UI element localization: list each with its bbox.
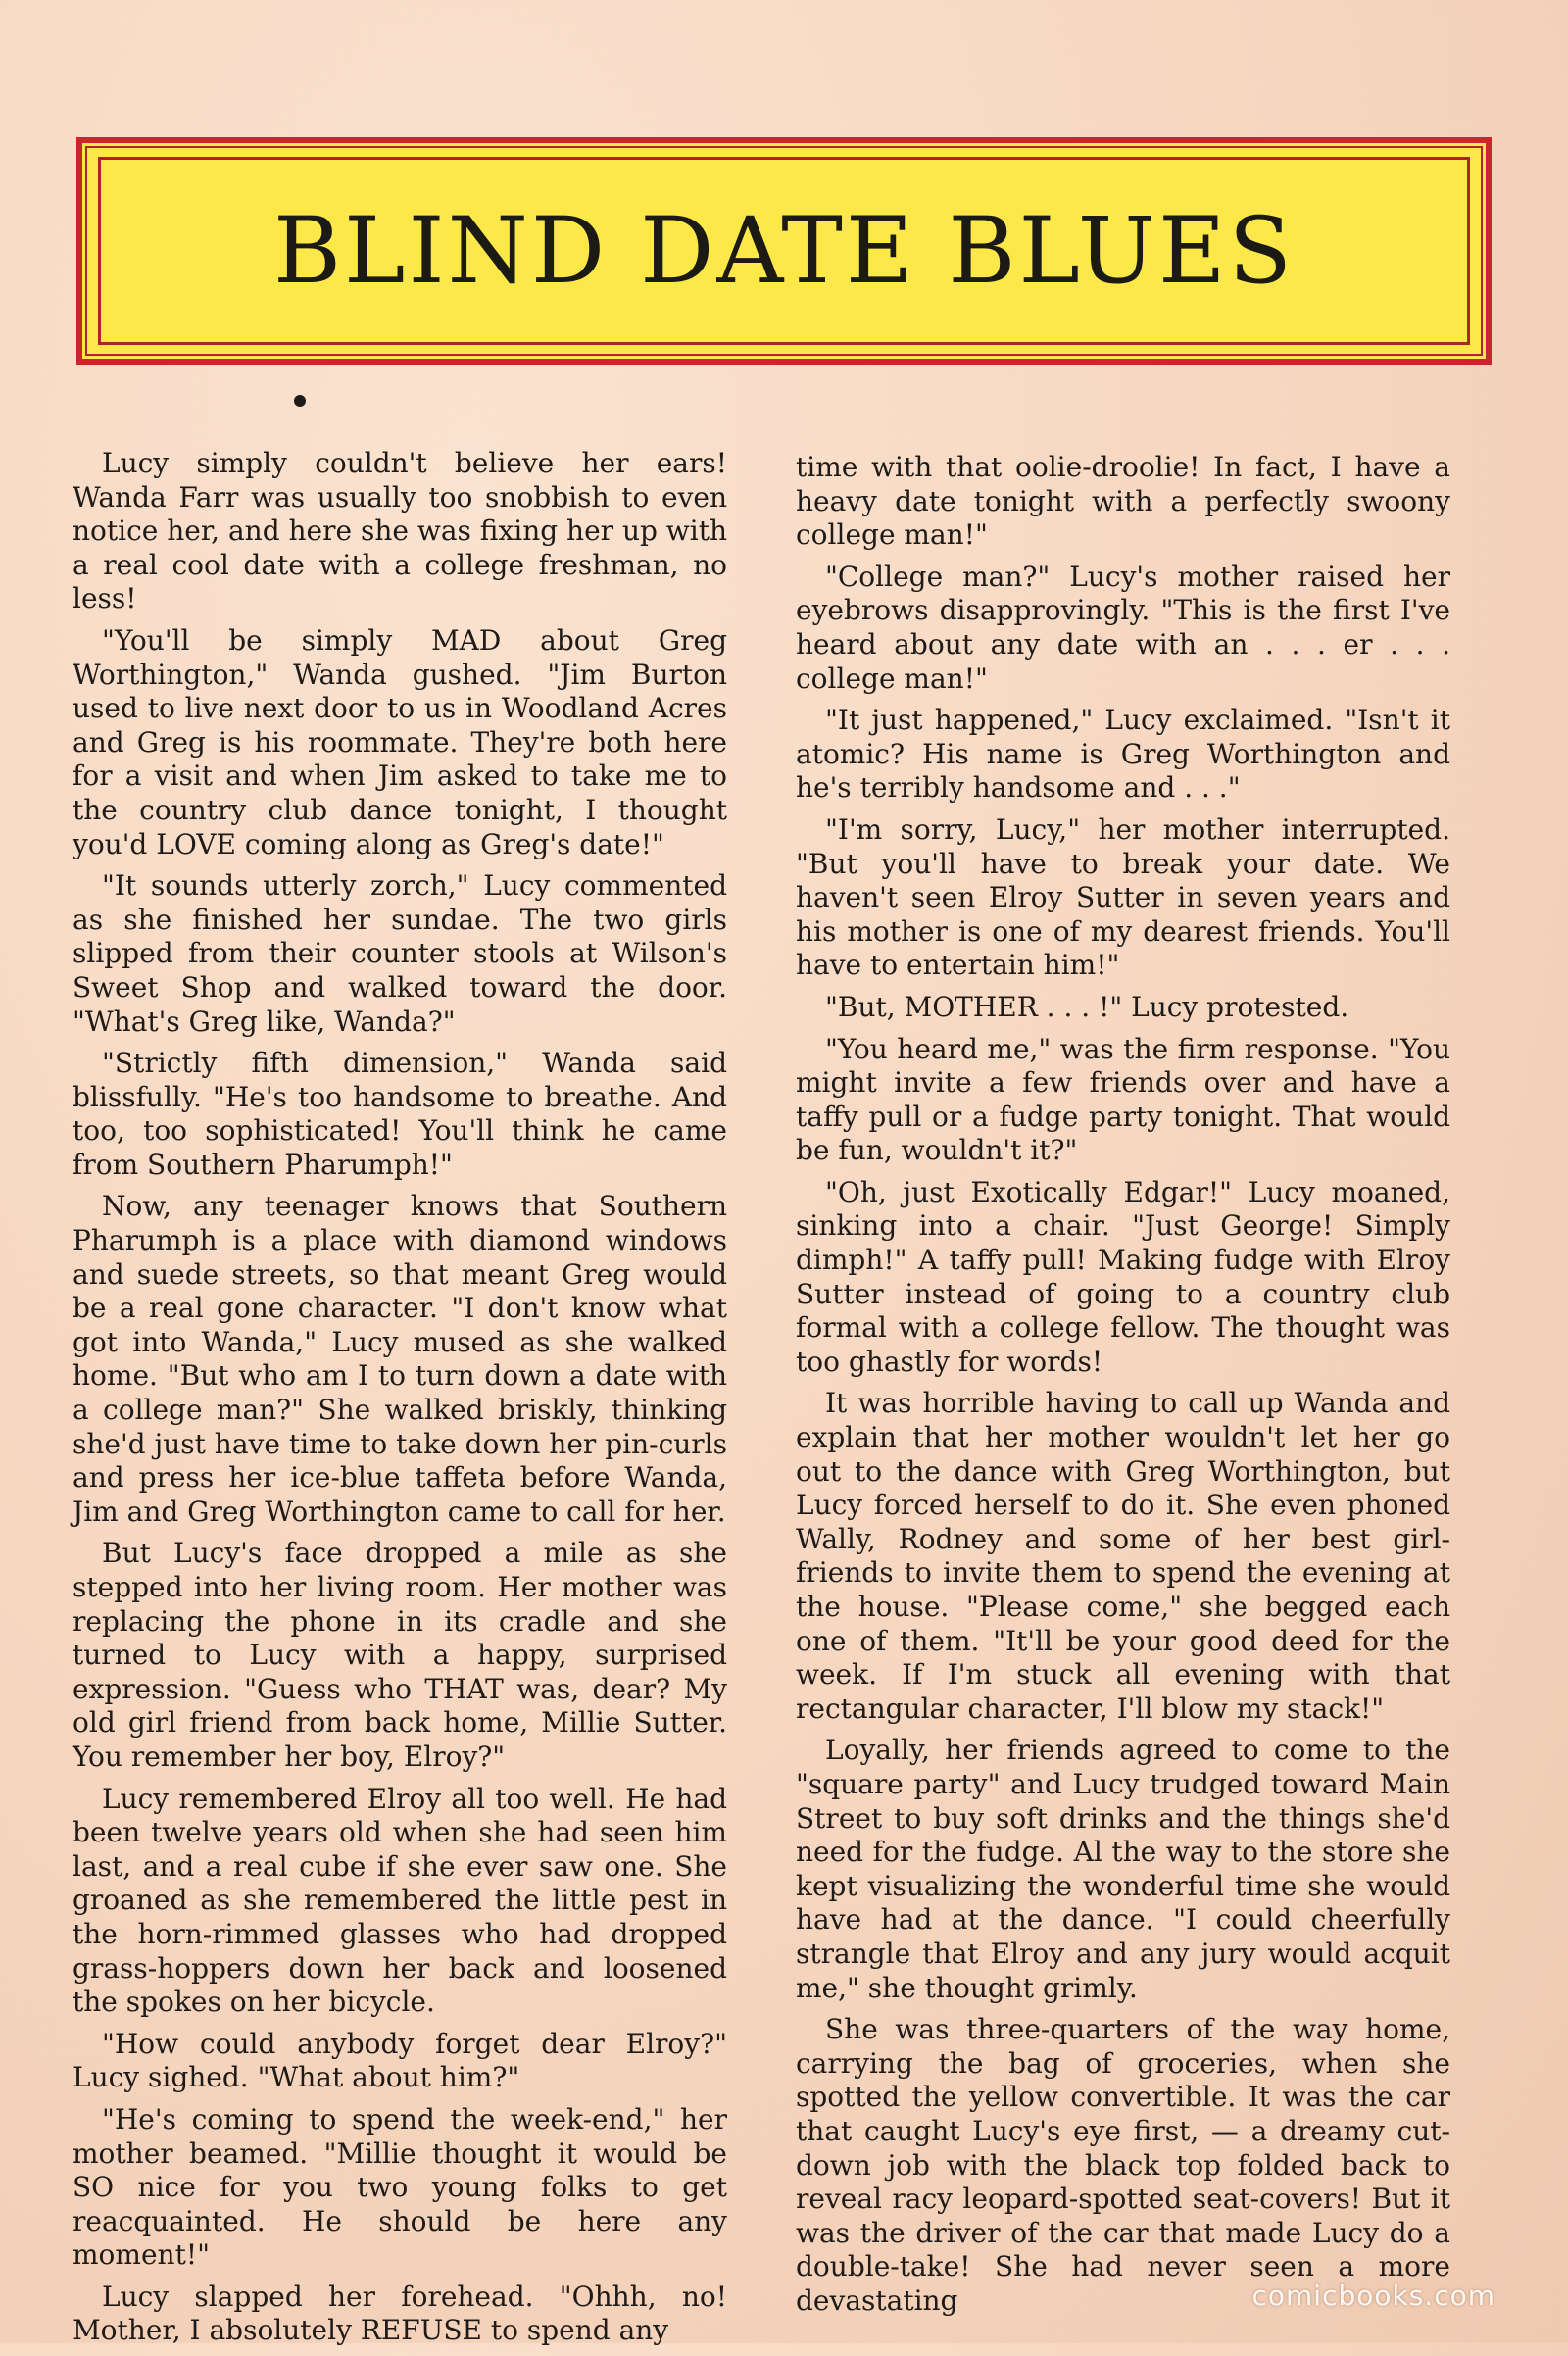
paragraph: Lucy slapped her forehead. "Ohhh, no! Mother, I absolutely REFUSE to spend any <box>73 2280 727 2347</box>
title-banner <box>76 137 1492 365</box>
bullet-dot <box>294 395 306 407</box>
paragraph: Loyally, her friends agreed to come to the "square party" and Lucy trudged toward Main Street to buy soft drinks and the things she'd need for the fudge. Al the way to the store she kept visualizing the wonderful time she would have had at the dance. "I could cheerfully strangle that Elroy and any jury would acquit me," she thought grimly. <box>796 1734 1450 2004</box>
story-title: BLIND DATE BLUES <box>272 197 1296 305</box>
paragraph: Lucy remembered Elroy all too well. He had been twelve years old when she had seen him last, and a real cube if she ever saw one. She groaned as she remembered the little pest in the horn-rimmed glasses who had dropped grass-hoppers down her back and loosened the spokes on her bicycle. <box>73 1782 727 2019</box>
paragraph: She was three-quarters of the way home, carrying the bag of groceries, when she spotted the yellow convertible. It was the car that caught Lucy's eye first, — a dreamy cut-down job with the black top folded back to reveal racy leopard-spotted seat-covers! But it was the driver of the car that made Lucy do a double-take! She had never seen a more devastating <box>796 2013 1450 2317</box>
paragraph: "Strictly fifth dimension," Wanda said blissfully. "He's too handsome to breathe. And too, too sophisticated! You'll think he came from Southern Pharumph!" <box>73 1047 727 1181</box>
paragraph: But Lucy's face dropped a mile as she stepped into her living room. Her mother was replacing the phone in its cradle and she turned to Lucy with a happy, surprised expression. "Guess who THAT was, dear? My old girl friend from back home, Millie Sutter. You remember her boy, Elroy?" <box>73 1537 727 1773</box>
left-text-column <box>73 447 727 2356</box>
right-text-column <box>796 451 1450 2326</box>
paragraph: "You heard me," was the firm response. "You might invite a few friends over and have a taffy pull or a fudge party tonight. That would be fun, wouldn't it?" <box>796 1032 1450 1167</box>
paragraph: It was horrible having to call up Wanda and explain that her mother wouldn't let her go out to the dance with Greg Worthington, but Lucy forced herself to do it. She even phoned Wally, Rodney and some of her best girl-friends to invite them to spend the evening at the house. "Please come," she begged each one of them. "It'll be your good deed for the week. If I'm stuck all evening with that rectangular character, I'll blow my stack!" <box>796 1387 1450 1725</box>
paragraph: "He's coming to spend the week-end," her mother beamed. "Millie thought it would be SO nice for you two young folks to get reacquainted. He should be here any moment!" <box>73 2102 727 2272</box>
paragraph: "It just happened," Lucy exclaimed. "Isn't it atomic? His name is Greg Worthington and he's terribly handsome and . . ." <box>796 704 1450 805</box>
paragraph: "College man?" Lucy's mother raised her eyebrows disapprovingly. "This is the first I've heard about any date with an . . . er . . . college man!" <box>796 560 1450 695</box>
paragraph: "Oh, just Exotically Edgar!" Lucy moaned, sinking into a chair. "Just George! Simply dimph!" A taffy pull! Making fudge with Elroy Sutter instead of going to a country club formal with a college fellow. The thought was too ghastly for words! <box>796 1175 1450 1378</box>
site-watermark: comicbooks.com <box>1251 2280 1495 2312</box>
title-frame <box>98 157 1470 345</box>
paragraph: Lucy simply couldn't believe her ears! Wanda Farr was usually too snobbish to even notice her, and here she was fixing her up with a real cool date with a college freshman, no less! <box>73 447 728 615</box>
paragraph: "But, MOTHER . . . !" Lucy protested. <box>825 990 1349 1023</box>
paragraph: "It sounds utterly zorch," Lucy commented as she finished her sundae. The two girls slipped from their counter stools at Wilson's Sweet Shop and walked toward the door. "What's Greg like, Wanda?" <box>73 869 727 1038</box>
paragraph: "How could anybody forget dear Elroy?" Lucy sighed. "What about him?" <box>73 2027 727 2094</box>
paragraph: "You'll be simply MAD about Greg Worthington," Wanda gushed. "Jim Burton used to live next door to us in Woodland Acres and Greg is his roommate. They're both here for a visit and when Jim asked to take me to the country club dance tonight, I thought you'd LOVE coming along as Greg's date!" <box>73 623 727 860</box>
paragraph: time with that oolie-droolie! In fact, I have a heavy date tonight with a perfectly swoony college man!" <box>796 451 1450 552</box>
paragraph: "I'm sorry, Lucy," her mother interrupted. "But you'll have to break your date. We haven't seen Elroy Sutter in seven years and his mother is one of my dearest friends. You'll have to entertain him!" <box>796 812 1450 982</box>
paragraph: Now, any teenager knows that Southern Pharumph is a place with diamond windows and suede streets, so that meant Greg would be a real gone character. "I don't know what got into Wanda," Lucy mused as she walked home. "But who am I to turn down a date with a college man?" She walked briskly, thinking she'd just have time to take down her pin-curls and press her ice-blue taffeta before Wanda, Jim and Greg Worthington came to call for her. <box>73 1190 727 1528</box>
